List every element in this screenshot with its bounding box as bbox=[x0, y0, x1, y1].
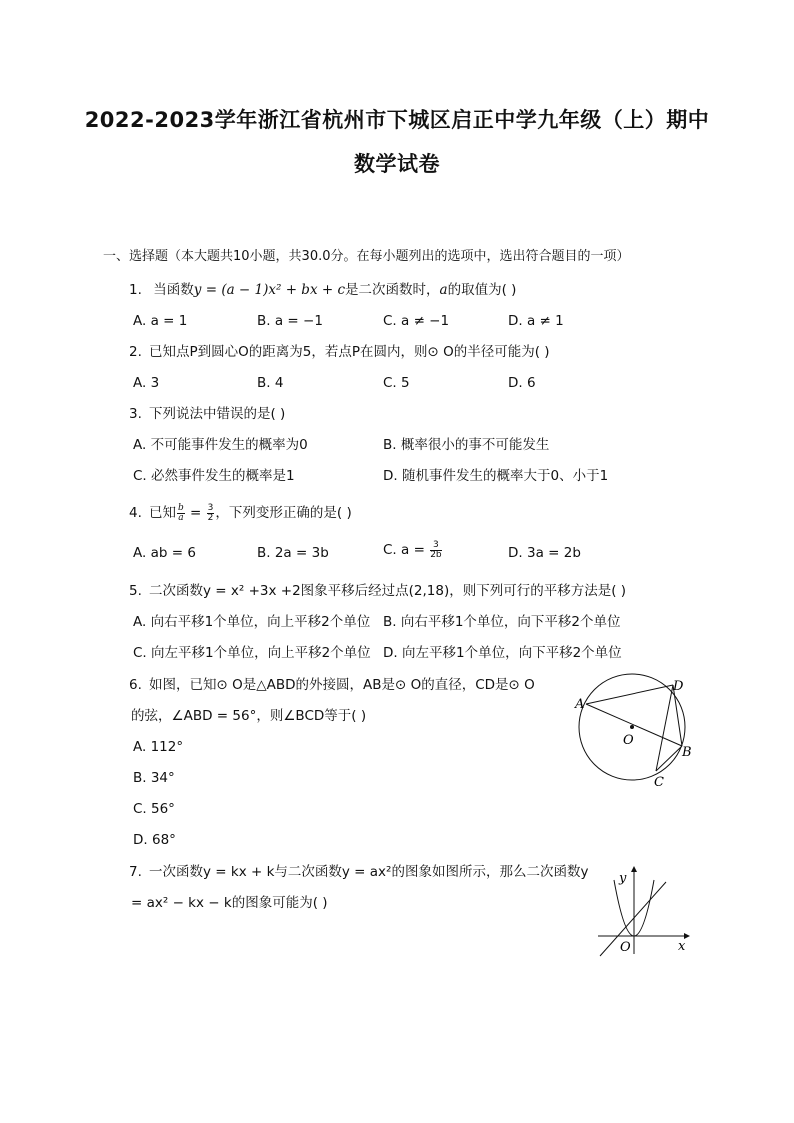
question-3-stem: 3. 下列说法中错误的是( ) bbox=[129, 406, 286, 422]
label-o: O bbox=[623, 733, 634, 748]
question-4-option-b[interactable]: B. 2a = 3b bbox=[257, 545, 329, 561]
question-4-option-a[interactable]: A. ab = 6 bbox=[133, 545, 196, 561]
question-6-option-b[interactable]: B. 34° bbox=[133, 770, 175, 786]
center-point bbox=[630, 725, 634, 729]
question-2-option-a[interactable]: A. 3 bbox=[133, 375, 160, 391]
question-1-option-d[interactable]: D. a ≠ 1 bbox=[508, 313, 564, 329]
question-5-option-a[interactable]: A. 向右平移1个单位，向上平移2个单位 bbox=[133, 614, 371, 630]
label-d: D bbox=[673, 679, 684, 694]
question-3-option-b[interactable]: B. 概率很小的事不可能发生 bbox=[383, 437, 550, 453]
question-2-stem: 2. 已知点P到圆心O的距离为5，若点P在圆内，则⊙ O的半径可能为( ) bbox=[129, 344, 550, 360]
question-1-option-b[interactable]: B. a = −1 bbox=[257, 313, 323, 329]
label-origin: O bbox=[620, 940, 631, 955]
label-c: C bbox=[654, 775, 664, 790]
question-6-number: 6. bbox=[129, 677, 142, 693]
fraction-3-over-2b: $\frac{3}{2b}$ bbox=[430, 539, 442, 560]
question-1-stem: 1. 当函数y = (a − 1)x² + bx + c是二次函数时，a的取值为( ) bbox=[129, 282, 517, 298]
fraction-b-over-a: $\frac{b}{a}$ bbox=[178, 502, 184, 523]
question-1-option-a[interactable]: A. a = 1 bbox=[133, 313, 188, 329]
question-2-number: 2. bbox=[129, 344, 142, 360]
chord-db bbox=[673, 685, 682, 746]
label-x: x bbox=[678, 939, 686, 954]
question-6-option-d[interactable]: D. 68° bbox=[133, 832, 176, 848]
question-4-stem: 4. 已知 $\frac{b}{a}$ = $\frac{3}{2}$ ，下列变形正确的是( ) bbox=[129, 502, 352, 523]
question-4-number: 4. bbox=[129, 505, 142, 521]
exam-title-line2: 数学试卷 bbox=[354, 152, 440, 176]
fraction-3-over-2: $\frac{3}{2}$ bbox=[207, 502, 214, 523]
question-7-number: 7. bbox=[129, 864, 142, 880]
question-3-number: 3. bbox=[129, 406, 142, 422]
question-6-circle-figure bbox=[570, 672, 700, 792]
question-3-option-c[interactable]: C. 必然事件发生的概率是1 bbox=[133, 468, 295, 484]
question-2-option-b[interactable]: B. 4 bbox=[257, 375, 284, 391]
question-5-number: 5. bbox=[129, 583, 142, 599]
question-1-expression: y = (a − 1)x² + bx + c bbox=[193, 282, 346, 298]
label-a: A bbox=[575, 697, 585, 712]
question-4-option-d[interactable]: D. 3a = 2b bbox=[508, 545, 581, 561]
chord-ad bbox=[586, 685, 673, 704]
question-6-stem-line2: 的弦，∠ABD = 56°，则∠BCD等于( ) bbox=[131, 708, 367, 724]
question-3-option-a[interactable]: A. 不可能事件发生的概率为0 bbox=[133, 437, 308, 453]
chord-dc bbox=[656, 685, 673, 771]
linear-function-line bbox=[600, 882, 666, 956]
question-4-option-c[interactable]: C. a = $\frac{3}{2b}$ bbox=[383, 539, 442, 560]
question-5-option-d[interactable]: D. 向左平移1个单位，向下平移2个单位 bbox=[383, 645, 622, 661]
y-axis-arrow bbox=[631, 866, 637, 872]
question-2-option-c[interactable]: C. 5 bbox=[383, 375, 410, 391]
question-5-stem: 5. 二次函数y = x² +3x +2图象平移后经过点(2,18)，则下列可行的平移方法是( ) bbox=[129, 583, 627, 599]
question-1-option-c[interactable]: C. a ≠ −1 bbox=[383, 313, 450, 329]
label-b: B bbox=[682, 745, 692, 760]
question-2-option-d[interactable]: D. 6 bbox=[508, 375, 536, 391]
question-5-option-b[interactable]: B. 向右平移1个单位，向下平移2个单位 bbox=[383, 614, 621, 630]
question-1-number: 1. bbox=[129, 282, 142, 298]
question-3-option-d[interactable]: D. 随机事件发生的概率大于0、小于1 bbox=[383, 468, 609, 484]
question-7-stem-line1: 7. 一次函数y = kx + k与二次函数y = ax²的图象如图所示，那么二次函数y bbox=[129, 864, 589, 880]
section-heading: 一、选择题（本大题共10小题，共30.0分。在每小题列出的选项中，选出符合题目的一项） bbox=[103, 249, 630, 264]
question-5-option-c[interactable]: C. 向左平移1个单位，向上平移2个单位 bbox=[133, 645, 371, 661]
question-7-graph-figure bbox=[592, 858, 694, 958]
question-6-option-a[interactable]: A. 112° bbox=[133, 739, 184, 755]
label-y: y bbox=[619, 871, 627, 886]
exam-title-line1: 2022-2023学年浙江省杭州市下城区启正中学九年级（上）期中 bbox=[84, 108, 710, 132]
question-6-stem-line1: 6. 如图，已知⊙ O是△ABD的外接圆，AB是⊙ O的直径，CD是⊙ O bbox=[129, 677, 535, 693]
question-7-stem-line2: = ax² − kx − k的图象可能为( ) bbox=[131, 895, 328, 911]
question-6-option-c[interactable]: C. 56° bbox=[133, 801, 175, 817]
